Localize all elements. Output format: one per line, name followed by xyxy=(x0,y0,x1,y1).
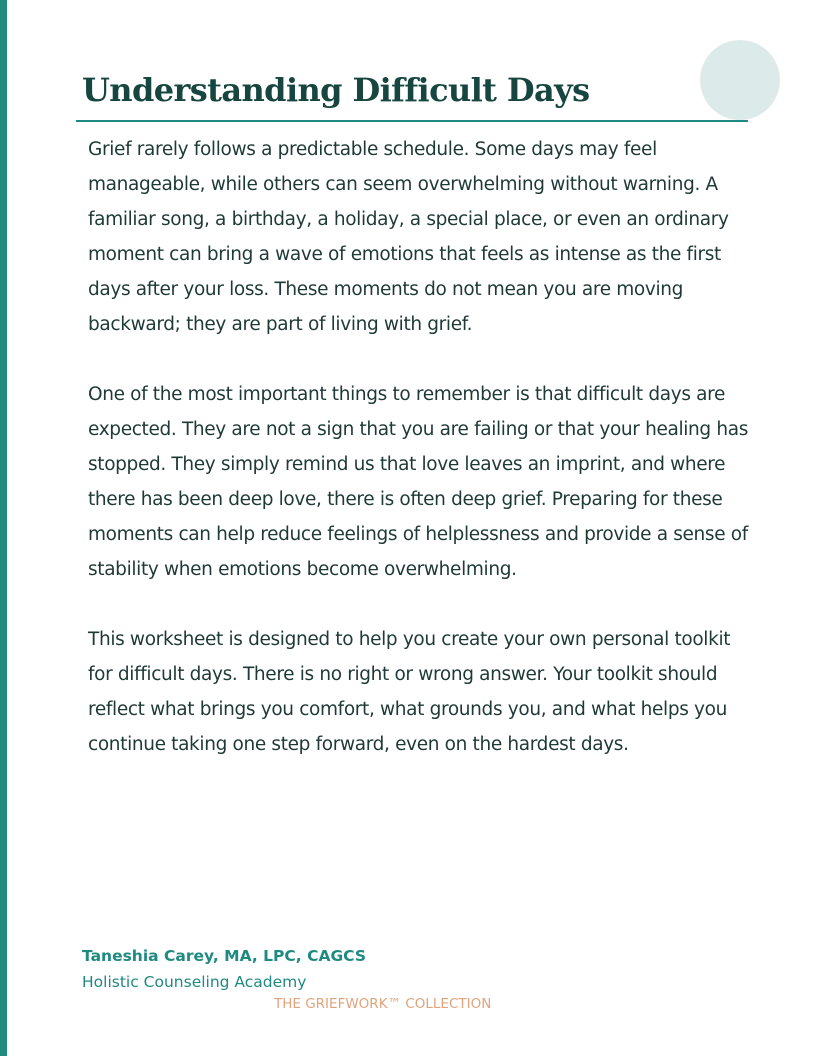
page-title: Understanding Difficult Days xyxy=(82,71,590,109)
paragraph-intro: Grief rarely follows a predictable schedule. Some days may feel manageable, while others can seem overwhelming without warning. A familiar song, a birthday, a holiday, a special place, or even an ordinary moment can bring a wave of emotions that feels as intense as the first days after your loss. These moments do not mean you are moving backward; they are part of living with grief. xyxy=(88,139,729,335)
paragraph-worksheet-purpose: This worksheet is designed to help you create your own personal toolkit for difficult days. There is no right or wrong answer. Your toolkit should reflect what brings you comfort, what grounds you, and what helps you continue taking one step forward, even on the hardest days. xyxy=(88,629,731,755)
body-text xyxy=(88,132,760,797)
organization-name: Holistic Counseling Academy xyxy=(82,973,307,991)
paragraph-expectations: One of the most important things to remember is that difficult days are expected. They are not a sign that you are failing or that your healing has stopped. They simply remind us that love leaves an imprint, and where there has been deep love, there is often deep grief. Preparing for these moments can help reduce feelings of helplessness and provide a sense of stability when emotions become overwhelming. xyxy=(88,384,748,580)
author-name: Taneshia Carey, MA, LPC, CAGCS xyxy=(82,947,366,965)
left-accent-bar xyxy=(0,0,7,1056)
title-divider xyxy=(76,120,748,122)
collection-name: THE GRIEFWORK™ COLLECTION xyxy=(274,996,492,1012)
decorative-circle xyxy=(700,40,780,120)
